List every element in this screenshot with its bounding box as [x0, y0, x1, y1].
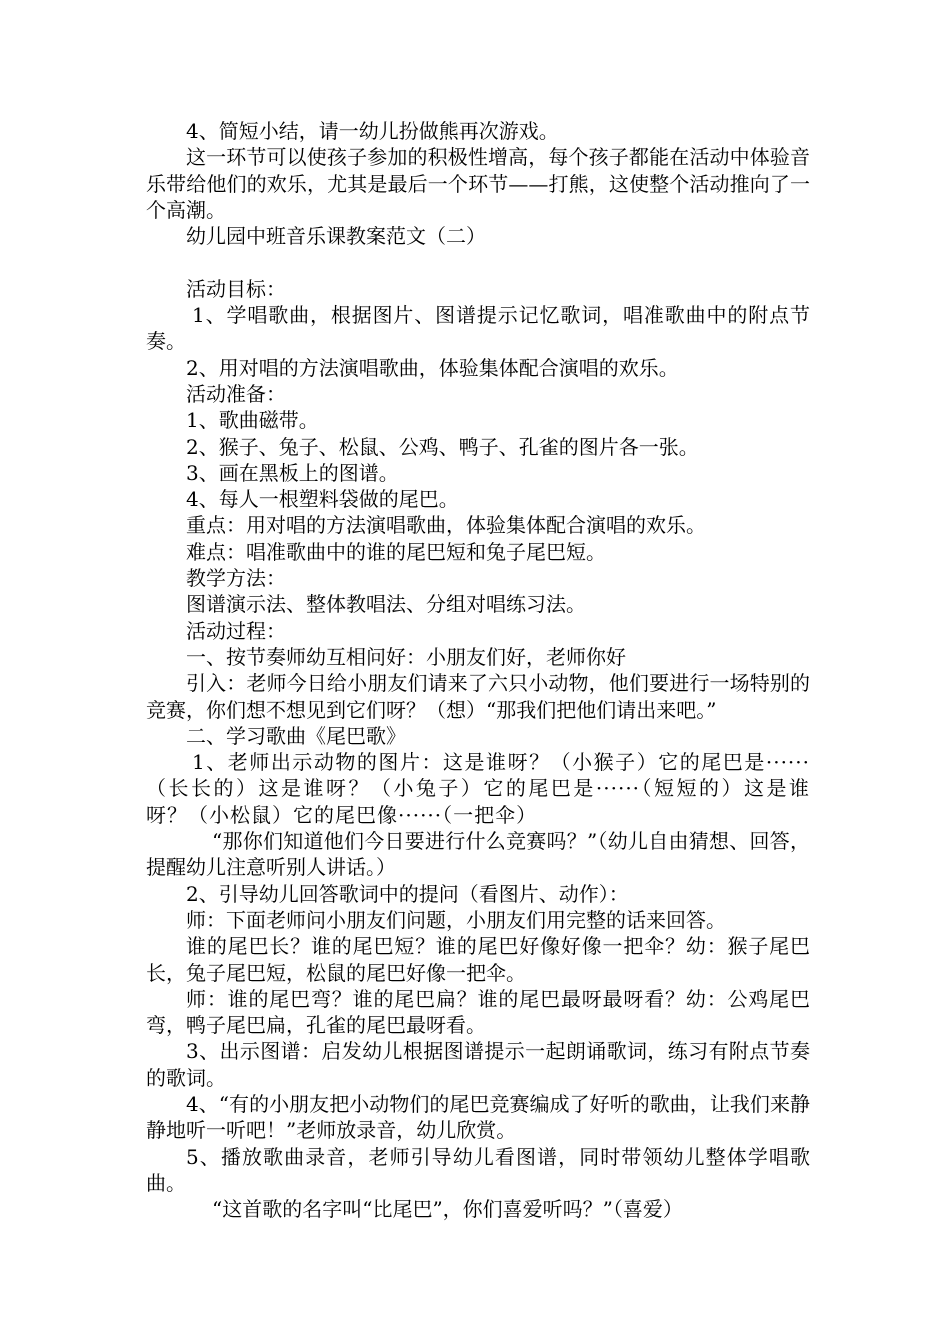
- dialogue-2: 师：谁的尾巴弯？谁的尾巴扁？谁的尾巴最呀最呀看？幼：公鸡尾巴弯，鸭子尾巴扁，孔雀的尾巴最呀看。: [146, 986, 810, 1038]
- goal-item-1: 1、学唱歌曲，根据图片、图谱提示记忆歌词，唱准歌曲中的附点节奏。: [146, 303, 810, 354]
- process-step-2-1: 1、老师出示动物的图片：这是谁呀？（小猴子）它的尾巴是······（长长的）这是谁呀？（小兔子）它的尾巴是······（短短的）这是谁呀？（小松鼠）它的尾巴像······（一把伞）: [146, 750, 810, 827]
- dialogue-1: 谁的尾巴长？谁的尾巴短？谁的尾巴好像好像一把伞？幼：猴子尾巴长，兔子尾巴短，松鼠的尾巴好像一把伞。: [146, 934, 810, 985]
- difficult-point: 难点：唱准歌曲中的谁的尾巴短和兔子尾巴短。: [186, 539, 606, 564]
- paragraph-reflection: 这一环节可以使孩子参加的积极性增高，每个孩子都能在活动中体验音乐带给他们的欢乐，尤其是最后一个环节——打熊，这使整个活动推向了一个高潮。: [146, 145, 810, 222]
- heading-activity-process: 活动过程：: [186, 618, 286, 643]
- process-step-2-5: 5、播放歌曲录音，老师引导幼儿看图谱，同时带领幼儿整体学唱歌曲。: [146, 1144, 810, 1195]
- song-name-question: “这首歌的名字叫“比尾巴”，你们喜爱听吗？”（喜爱）: [212, 1197, 683, 1222]
- section-title: 幼儿园中班音乐课教案范文（二）: [186, 224, 486, 249]
- blank-line: [146, 249, 810, 275]
- teacher-instruction: 师：下面老师问小朋友们问题，小朋友们用完整的话来回答。: [186, 907, 726, 932]
- process-step-2: 二、学习歌曲《尾巴歌》: [186, 723, 406, 748]
- document-body: [146, 118, 810, 1222]
- process-step-2-4: 4、“有的小朋友把小动物们的尾巴竞赛编成了好听的歌曲，让我们来静静地听一听吧！”老师放录音，幼儿欣赏。: [146, 1091, 810, 1143]
- heading-activity-goals: 活动目标：: [186, 276, 286, 301]
- heading-teaching-methods: 教学方法：: [186, 566, 286, 591]
- process-step-2-2: 2、引导幼儿回答歌词中的提问（看图片、动作）：: [186, 881, 629, 906]
- process-introduction: 引入：老师今日给小朋友们请来了六只小动物，他们要进行一场特别的竞赛，你们想不想见到它们呀？（想）“那我们把他们请出来吧。”: [146, 671, 810, 722]
- process-step-1: 一、按节奏师幼互相问好：小朋友们好，老师你好: [186, 644, 626, 669]
- paragraph-summary-step: 4、简短小结，请一幼儿扮做熊再次游戏。: [186, 119, 559, 143]
- prep-item-1: 1、歌曲磁带。: [186, 408, 319, 433]
- prep-item-4: 4、每人一根塑料袋做的尾巴。: [186, 487, 459, 512]
- prep-item-2: 2、猴子、兔子、松鼠、公鸡、鸭子、孔雀的图片各一张。: [186, 434, 699, 459]
- prep-item-3: 3、画在黑板上的图谱。: [186, 460, 399, 485]
- heading-activity-preparation: 活动准备：: [186, 381, 286, 406]
- goal-item-2: 2、用对唱的方法演唱歌曲，体验集体配合演唱的欢乐。: [186, 355, 679, 380]
- process-step-2-3: 3、出示图谱：启发幼儿根据图谱提示一起朗诵歌词，练习有附点节奏的歌词。: [146, 1039, 810, 1090]
- key-point: 重点：用对唱的方法演唱歌曲，体验集体配合演唱的欢乐。: [186, 513, 706, 538]
- process-question: “那你们知道他们今日要进行什么竞赛吗？”（幼儿自由猜想、回答，提醒幼儿注意听别人讲话。）: [146, 829, 810, 880]
- teaching-methods: 图谱演示法、整体教唱法、分组对唱练习法。: [186, 592, 586, 617]
